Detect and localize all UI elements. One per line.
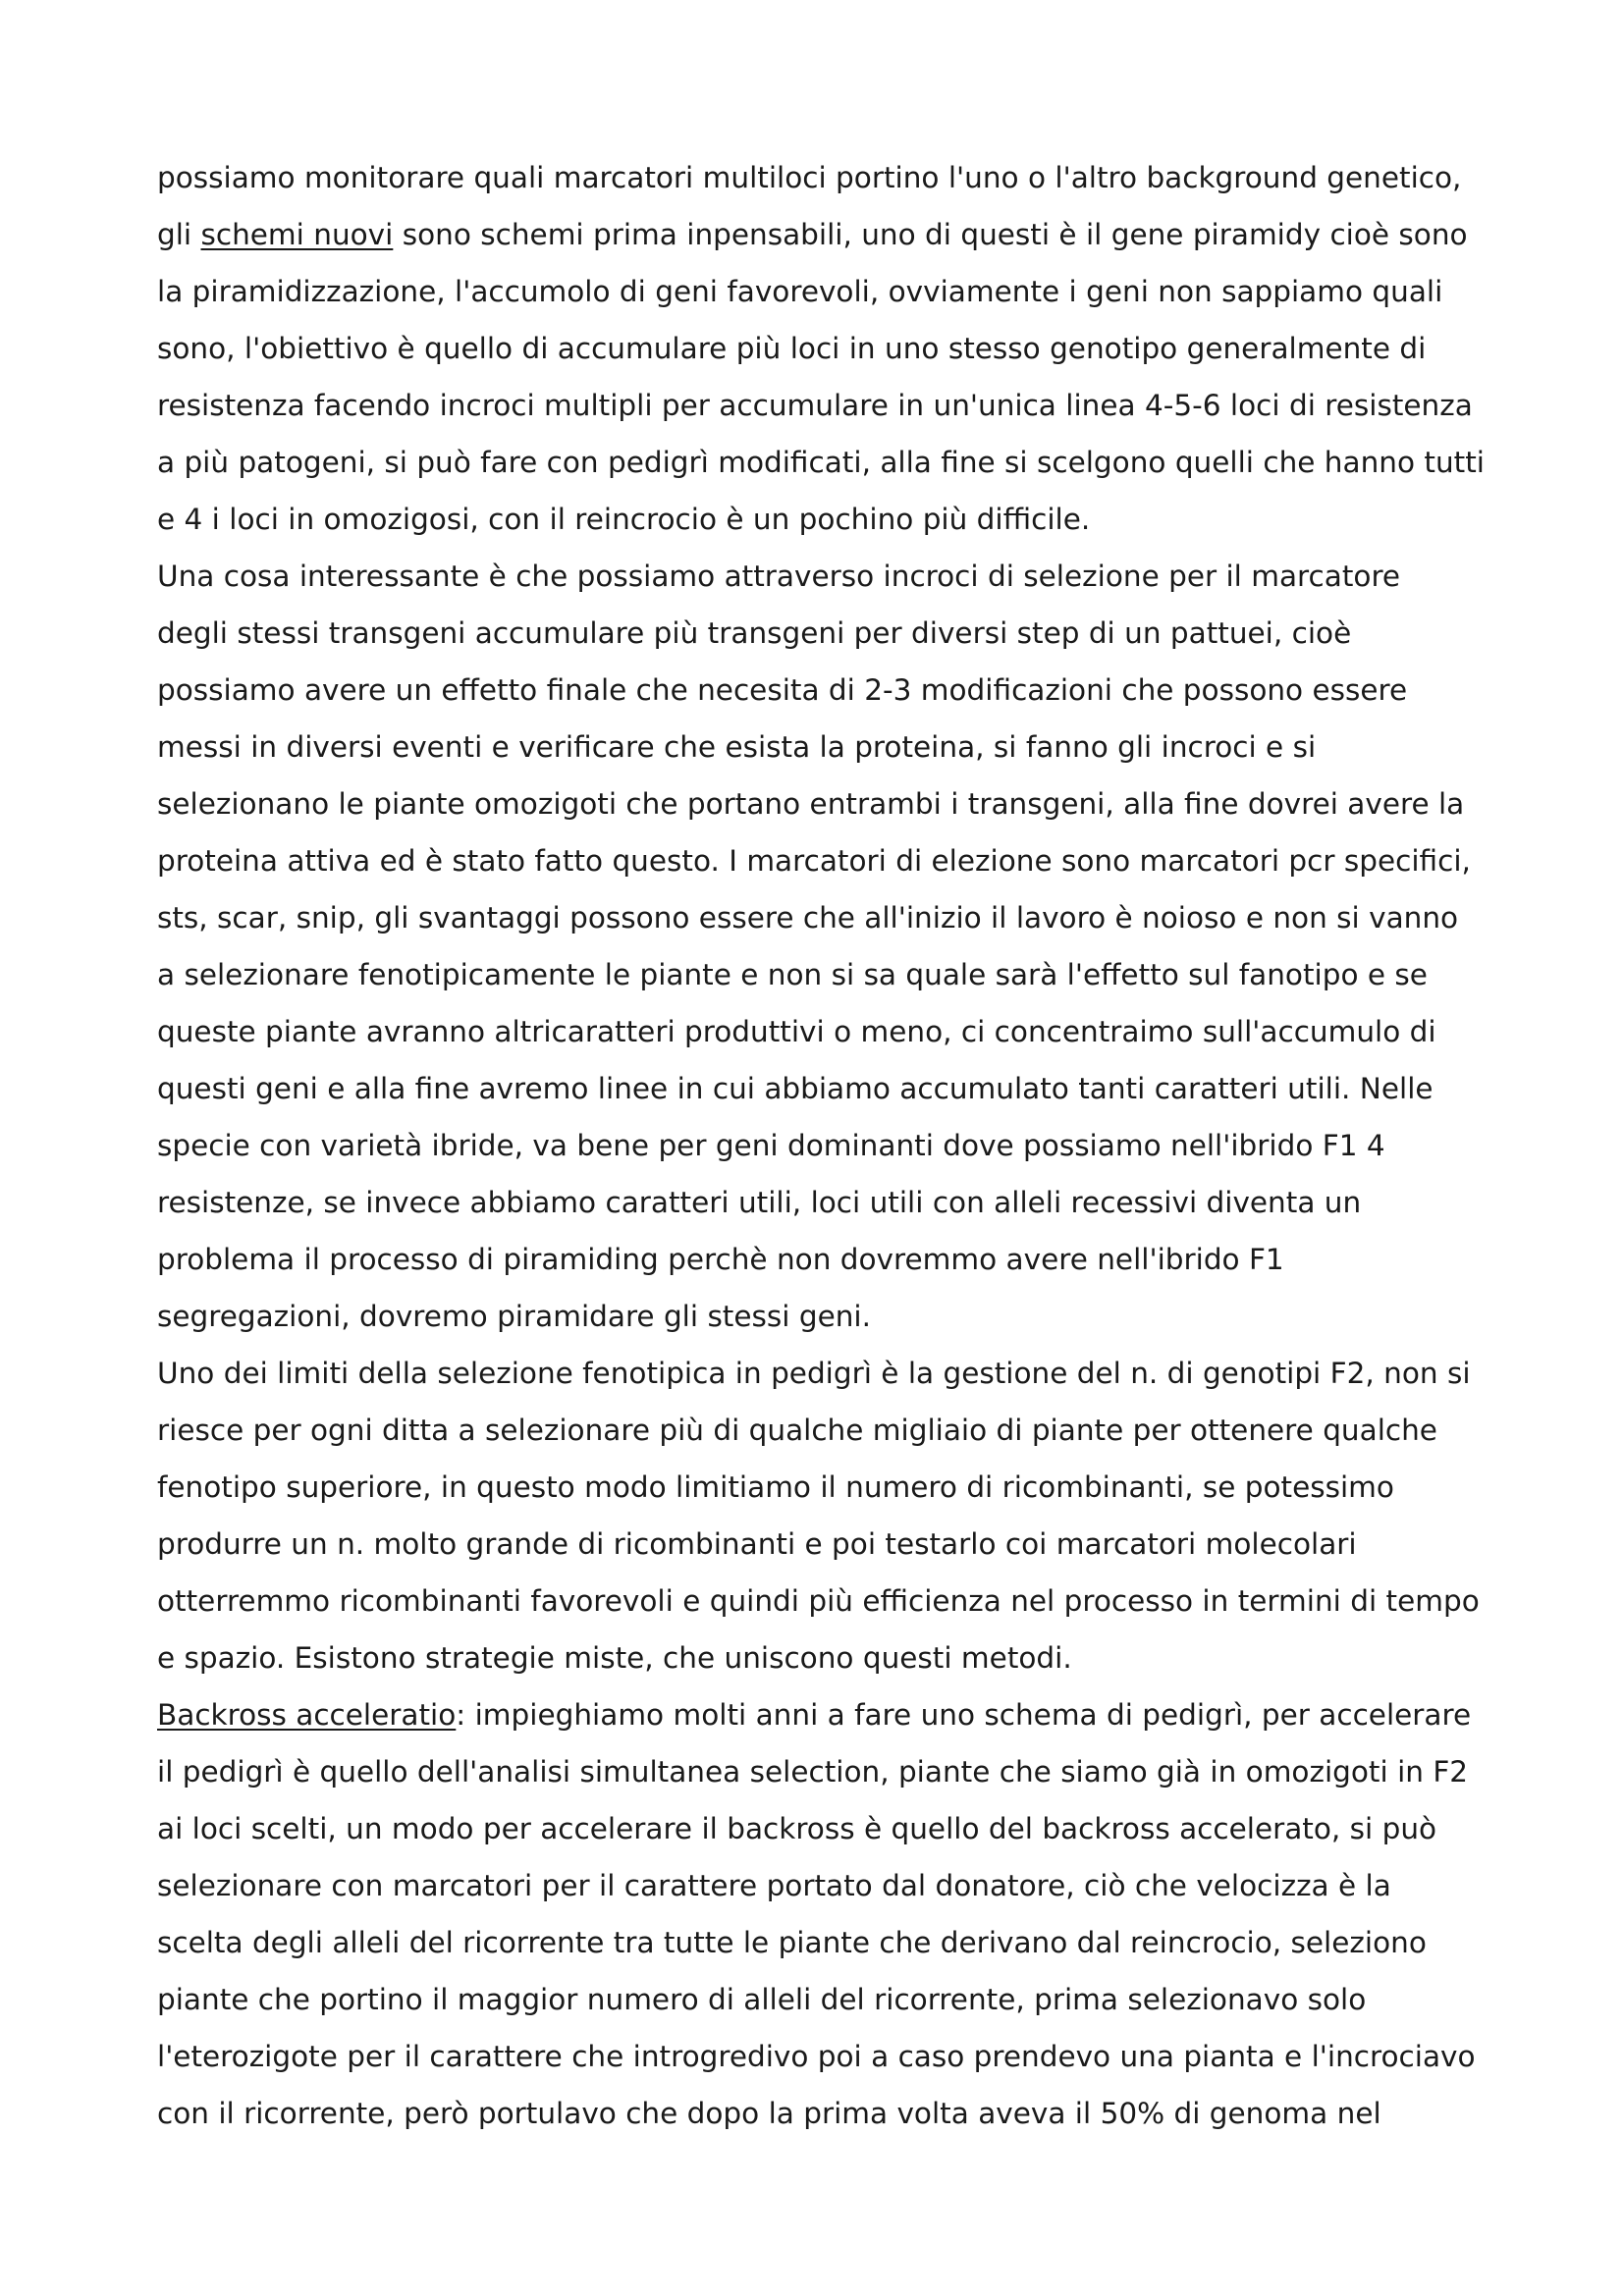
text-line [157, 149, 1512, 206]
text-segment: sono, l'obiettivo è quello di accumulare più loci in uno stesso genotipo generalmente di [157, 332, 1427, 365]
text-segment: messi in diversi eventi e verificare che esista la proteina, si fanno gli incroci e si [157, 730, 1317, 764]
text-segment: otterremmo ricombinanti favorevoli e quindi più efficienza nel processo in termini di tempo [157, 1584, 1480, 1618]
text-segment: problema il processo di piramiding perchè non dovremmo avere nell'ibrido F1 [157, 1243, 1284, 1276]
text-line [157, 1231, 1512, 1288]
text-line [157, 377, 1512, 434]
text-line [157, 605, 1512, 662]
text-line [157, 1686, 1512, 1743]
text-segment: sono schemi prima inpensabili, uno di questi è il gene piramidy cioè sono [393, 218, 1468, 251]
text-segment: ai loci scelti, un modo per accelerare il backross è quello del backross accelerato, si può [157, 1812, 1437, 1845]
document-body [157, 149, 1512, 2142]
text-segment: possiamo monitorare quali marcatori multiloci portino l'uno o l'altro background genetico, [157, 161, 1462, 194]
text-segment: proteina attiva ed è stato fatto questo. I marcatori di elezione sono marcatori pcr specifici, [157, 844, 1471, 878]
text-line [157, 491, 1512, 548]
text-segment: scelta degli alleli del ricorrente tra tutte le piante che derivano dal reincrocio, seleziono [157, 1926, 1427, 1959]
text-line [157, 889, 1512, 946]
text-segment: la piramidizzazione, l'accumolo di geni favorevoli, ovviamente i geni non sappiamo quali [157, 275, 1443, 308]
text-segment: Uno dei limiti della selezione fenotipica in pedigrì è la gestione del n. di genotipi F2, non si [157, 1357, 1471, 1390]
underlined-heading: schemi nuovi [200, 218, 394, 251]
text-line [157, 1288, 1512, 1345]
text-line [157, 548, 1512, 605]
text-segment: queste piante avranno altricaratteri produttivi o meno, ci concentraimo sull'accumulo di [157, 1015, 1436, 1048]
text-line [157, 434, 1512, 491]
text-line [157, 206, 1512, 263]
text-line [157, 1117, 1512, 1174]
text-segment: e 4 i loci in omozigosi, con il reincrocio è un pochino più difficile. [157, 503, 1091, 536]
text-line [157, 1003, 1512, 1060]
text-segment: l'eterozigote per il carattere che introgredivo poi a caso prendevo una pianta e l'incrociavo [157, 2040, 1476, 2073]
text-line [157, 1857, 1512, 1914]
text-segment: fenotipo superiore, in questo modo limitiamo il numero di ricombinanti, se potessimo [157, 1470, 1394, 1504]
text-line [157, 946, 1512, 1003]
text-line [157, 2028, 1512, 2085]
text-segment: resistenza facendo incroci multipli per accumulare in un'unica linea 4-5-6 loci di resistenza [157, 389, 1473, 422]
text-segment: piante che portino il maggior numero di alleli del ricorrente, prima selezionavo solo [157, 1983, 1367, 2016]
text-segment: a selezionare fenotipicamente le piante e non si sa quale sarà l'effetto sul fanotipo e se [157, 958, 1428, 991]
text-segment: possiamo avere un effetto finale che necesita di 2-3 modificazioni che possono essere [157, 673, 1408, 707]
text-segment: segregazioni, dovremo piramidare gli stessi geni. [157, 1300, 871, 1333]
text-segment: gli [157, 218, 201, 251]
text-segment: questi geni e alla fine avremo linee in cui abbiamo accumulato tanti caratteri utili. Nelle [157, 1072, 1434, 1105]
text-line [157, 1402, 1512, 1459]
text-line [157, 1345, 1512, 1402]
text-segment: selezionano le piante omozigoti che portano entrambi i transgeni, alla fine dovrei avere la [157, 787, 1465, 821]
text-segment: con il ricorrente, però portulavo che dopo la prima volta aveva il 50% di genoma nel [157, 2097, 1381, 2130]
text-line [157, 662, 1512, 719]
text-segment: degli stessi transgeni accumulare più transgeni per diversi step di un pattuei, cioè [157, 616, 1352, 650]
text-line [157, 832, 1512, 889]
text-line [157, 263, 1512, 320]
text-line [157, 1800, 1512, 1857]
text-segment: il pedigrì è quello dell'analisi simultanea selection, piante che siamo già in omozigoti in F2 [157, 1755, 1469, 1789]
text-segment: Una cosa interessante è che possiamo attraverso incroci di selezione per il marcatore [157, 560, 1401, 593]
text-segment: : impieghiamo molti anni a fare uno schema di pedigrì, per accelerare [456, 1698, 1472, 1732]
text-line [157, 2085, 1512, 2142]
text-line [157, 1914, 1512, 1971]
text-segment: sts, scar, snip, gli svantaggi possono essere che all'inizio il lavoro è noioso e non si vanno [157, 901, 1459, 934]
text-line [157, 1459, 1512, 1516]
text-segment: produrre un n. molto grande di ricombinanti e poi testarlo coi marcatori molecolari [157, 1527, 1357, 1561]
text-segment: riesce per ogni ditta a selezionare più di qualche migliaio di piante per ottenere qualche [157, 1414, 1437, 1447]
text-segment: resistenze, se invece abbiamo caratteri utili, loci utili con alleli recessivi diventa un [157, 1186, 1362, 1219]
text-segment: selezionare con marcatori per il carattere portato dal donatore, ciò che velocizza è la [157, 1869, 1391, 1902]
text-line [157, 1971, 1512, 2028]
text-line [157, 1743, 1512, 1800]
text-line [157, 1174, 1512, 1231]
text-segment: specie con varietà ibride, va bene per geni dominanti dove possiamo nell'ibrido F1 4 [157, 1129, 1385, 1162]
underlined-heading: Backross acceleratio [157, 1698, 457, 1732]
text-line [157, 775, 1512, 832]
text-segment: e spazio. Esistono strategie miste, che uniscono questi metodi. [157, 1641, 1072, 1675]
text-line [157, 1629, 1512, 1686]
text-line [157, 1516, 1512, 1573]
text-line [157, 719, 1512, 775]
text-line [157, 320, 1512, 377]
text-line [157, 1573, 1512, 1629]
text-segment: a più patogeni, si può fare con pedigrì modificati, alla fine si scelgono quelli che hanno tutti [157, 446, 1485, 479]
text-line [157, 1060, 1512, 1117]
